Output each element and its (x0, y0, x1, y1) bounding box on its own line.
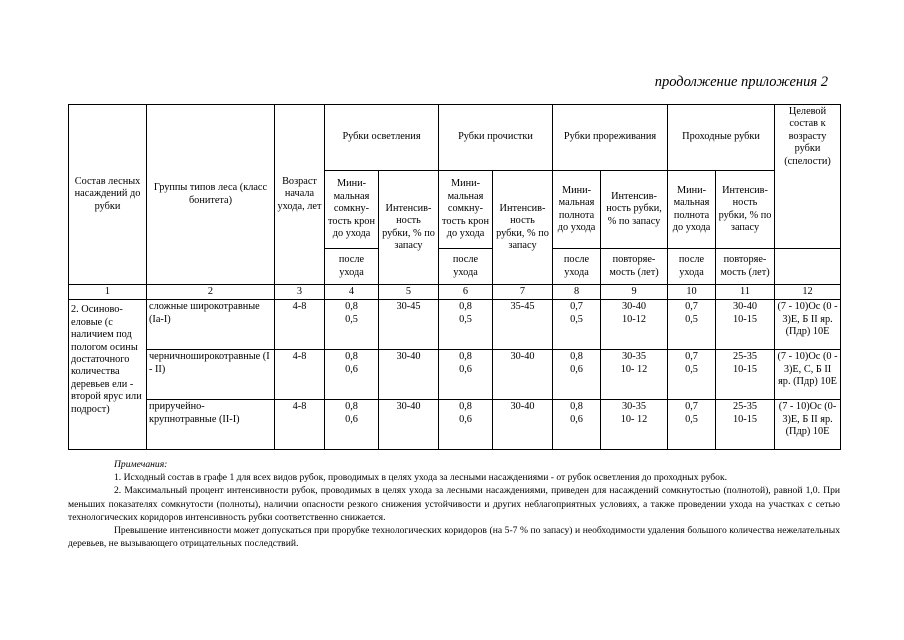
header-intensity-osv: Интенсив-ность рубки, % по запасу (379, 171, 439, 285)
min-fullness-cell: 0,7 0,5 (553, 300, 601, 350)
header-min-density-osv: Мини-мальная сомкну-тость крон до ухода (325, 171, 379, 249)
notes-title: Примечания: (114, 459, 168, 470)
intensity-cell: 35-45 (493, 300, 553, 350)
intensity-repeat-cell: 25-35 10-15 (716, 400, 775, 450)
min-fullness-cell: 0,8 0,6 (553, 400, 601, 450)
column-number: 2 (147, 285, 275, 300)
start-age-cell: 4-8 (275, 350, 325, 400)
table-row (69, 350, 841, 400)
header-prorezhivaniya: Рубки прореживания (553, 105, 668, 171)
min-density-cell: 0,8 0,6 (325, 400, 379, 450)
note-1: 1. Исходный состав в графе 1 для всех видов рубок, проводимых в целях ухода за лесными насаждениями - от рубок осветления до проходных рубок. (114, 472, 728, 484)
intensity-cell: 30-40 (379, 400, 439, 450)
header-after-care-prorez: после ухода (553, 249, 601, 285)
min-fullness-cell: 0,8 0,6 (553, 350, 601, 400)
target-composition-cell: (7 - 10)Ос (0 - 3)Е, Б II яр. (Пдр) 10Е (775, 300, 841, 350)
column-number: 5 (379, 285, 439, 300)
column-number-row (69, 285, 841, 300)
column-number: 4 (325, 285, 379, 300)
header-min-fullness-prohod: Мини-мальная полнота до ухода (668, 171, 716, 249)
column-number: 8 (553, 285, 601, 300)
column-number: 3 (275, 285, 325, 300)
start-age-cell: 4-8 (275, 300, 325, 350)
header-composition: Состав лесных насаждений до рубки (69, 105, 147, 285)
min-density-cell: 0,8 0,5 (439, 300, 493, 350)
table-row (69, 400, 841, 450)
header-after-care-prohod: после ухода (668, 249, 716, 285)
header-target-composition: Целевой состав к возрасту рубки (спелости) (775, 105, 841, 249)
column-number: 9 (601, 285, 668, 300)
min-density-cell: 0,8 0,6 (439, 400, 493, 450)
note-2: 2. Максимальный процент интенсивности рубок, проводимых в целях ухода за лесными насаждениями, приведен для насаждений сомкнутостью (полнотой), равной 1,0. При меньших показателях сомкнутости (полноты), наличии опасности резкого снижения устойчивости и других неблагоприятных условиях, а также проведении ухода на участках с сетью технологических коридоров интенсивность рубки соответственно снижается. (68, 485, 840, 523)
notes-section (68, 458, 840, 550)
header-min-fullness-prorez: Мини-мальная полнота до ухода (553, 171, 601, 249)
intensity-cell: 30-45 (379, 300, 439, 350)
header-empty-cell (775, 249, 841, 285)
header-intensity-prorez: Интенсив-ность рубки, % по запасу (601, 171, 668, 249)
column-number: 1 (69, 285, 147, 300)
intensity-cell: 30-40 (493, 400, 553, 450)
start-age-cell: 4-8 (275, 400, 325, 450)
column-number: 12 (775, 285, 841, 300)
min-fullness-cell: 0,7 0,5 (668, 400, 716, 450)
intensity-repeat-cell: 30-40 10-12 (601, 300, 668, 350)
header-forest-groups: Группы типов леса (класс бонитета) (147, 105, 275, 285)
header-prochistki: Рубки прочистки (439, 105, 553, 171)
header-min-density-proch: Мини-мальная сомкну-тость крон до ухода (439, 171, 493, 249)
target-composition-cell: (7 - 10)Ос (0 - 3)Е, С, Б II яр. (Пдр) 10Е (775, 350, 841, 400)
appendix-caption: продолжение приложения 2 (654, 74, 828, 90)
min-density-cell: 0,8 0,6 (439, 350, 493, 400)
intensity-cell: 30-40 (493, 350, 553, 400)
thinning-table (68, 104, 841, 450)
column-number: 10 (668, 285, 716, 300)
table-row (69, 300, 841, 350)
header-osvetleniya: Рубки осветления (325, 105, 439, 171)
forest-group-cell: черничноширокотравные (I - II) (147, 350, 275, 400)
min-fullness-cell: 0,7 0,5 (668, 350, 716, 400)
composition-cell: 2. Осиново-еловые (с наличием под пологом осины достаточного количества деревьев ели - второй ярус или подрост) (69, 300, 147, 450)
target-composition-cell: (7 - 10)Ос (0-3)Е, Б II яр. (Пдр) 10Е (775, 400, 841, 450)
column-number: 11 (716, 285, 775, 300)
forest-group-cell: сложные широкотравные (Ia-I) (147, 300, 275, 350)
header-start-age: Возраст начала ухода, лет (275, 105, 325, 285)
header-after-care-osv: после ухода (325, 249, 379, 285)
column-number: 6 (439, 285, 493, 300)
note-3: Превышение интенсивности может допускаться при прорубке технологических коридоров (на 5-7 % по запасу) и необходимости удаления большого количества нежелательных деревьев, не вызывающего отрицательных последствий. (68, 525, 840, 550)
column-number: 7 (493, 285, 553, 300)
header-after-care-proch: после ухода (439, 249, 493, 285)
intensity-cell: 30-40 (379, 350, 439, 400)
min-density-cell: 0,8 0,5 (325, 300, 379, 350)
intensity-repeat-cell: 30-35 10- 12 (601, 400, 668, 450)
header-intensity-proch: Интенсив-ность рубки, % по запасу (493, 171, 553, 285)
header-repeat-prohod: повторяе-мость (лет) (716, 249, 775, 285)
intensity-repeat-cell: 30-40 10-15 (716, 300, 775, 350)
header-prohodnye: Проходные рубки (668, 105, 775, 171)
min-fullness-cell: 0,7 0,5 (668, 300, 716, 350)
header-repeat-prorez: повторяе-мость (лет) (601, 249, 668, 285)
intensity-repeat-cell: 25-35 10-15 (716, 350, 775, 400)
header-intensity-prohod: Интенсив-ность рубки, % по запасу (716, 171, 775, 249)
min-density-cell: 0,8 0,6 (325, 350, 379, 400)
forest-group-cell: приручейно-крупнотравные (II-I) (147, 400, 275, 450)
intensity-repeat-cell: 30-35 10- 12 (601, 350, 668, 400)
